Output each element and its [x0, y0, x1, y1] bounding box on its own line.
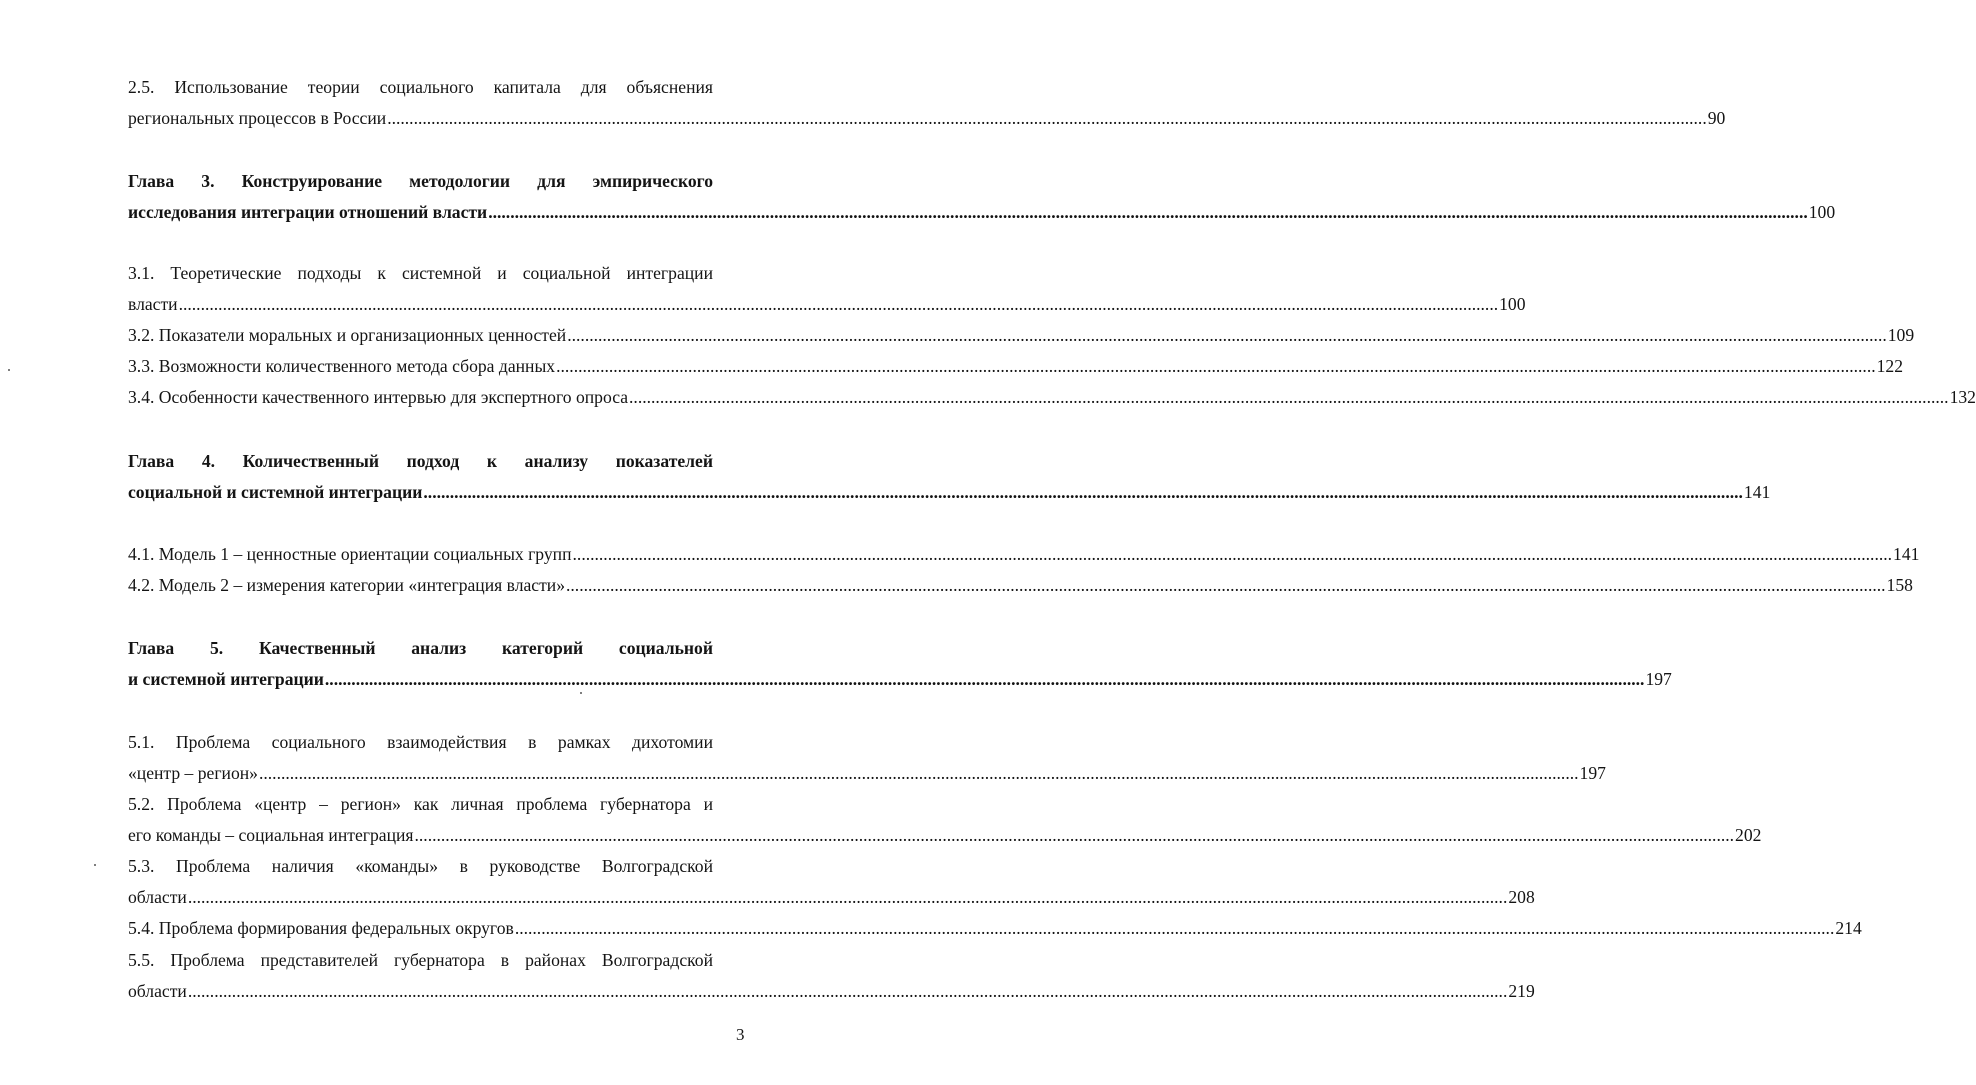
- toc-entry-3-1-line1: 3.1. Теоретические подходы к системной и социальной интеграции: [128, 263, 713, 283]
- toc-entry-3-1-line2: власти: [128, 294, 178, 314]
- toc-entry-4-2: [128, 572, 1913, 598]
- toc-chapter-5: [128, 666, 1672, 692]
- toc-entry-2-5-page: 90: [1707, 108, 1726, 128]
- toc-entry-5-3-page: 208: [1508, 887, 1535, 907]
- toc-entry-5-4-page: 214: [1835, 918, 1862, 938]
- toc-entry-3-3-page: 122: [1876, 356, 1904, 376]
- toc-chapter-3-line1: Глава 3. Конструирование методологии для эмпирического: [128, 171, 713, 191]
- toc-entry-3-2-page: 109: [1887, 325, 1915, 345]
- leader-dots: ............................................................................................................................................................................................................................................................................................................: [572, 544, 1893, 564]
- toc-entry-4-1-title: 4.1. Модель 1 – ценностные ориентации социальных групп: [128, 544, 572, 564]
- toc-entry-5-3: [128, 884, 1535, 910]
- toc-entry-5-4-title: 5.4. Проблема формирования федеральных округов: [128, 918, 514, 938]
- toc-entry-3-1: [128, 291, 1526, 317]
- toc-entry-5-2-line2: его команды – социальная интеграция: [128, 825, 414, 845]
- leader-dots: ............................................................................................................................................................................................................................................................................................................: [258, 763, 1579, 783]
- leader-dots: ............................................................................................................................................................................................................................................................................................................: [514, 918, 1835, 938]
- toc-chapter-4: [128, 479, 1771, 505]
- toc-entry-3-1-page: 100: [1499, 294, 1526, 314]
- toc-entry-4-2-title: 4.2. Модель 2 – измерения категории «интеграция власти»: [128, 575, 565, 595]
- leader-dots: ............................................................................................................................................................................................................................................................................................................: [178, 294, 1499, 314]
- toc-entry-3-4: [128, 384, 1976, 410]
- leader-dots: ............................................................................................................................................................................................................................................................................................................: [387, 108, 1707, 128]
- toc-chapter-3: [128, 199, 1836, 225]
- toc-entry-5-2-line1: 5.2. Проблема «центр – регион» как личная проблема губернатора и: [128, 794, 713, 814]
- leader-dots: ............................................................................................................................................................................................................................................................................................................: [423, 482, 1743, 502]
- leader-dots: ............................................................................................................................................................................................................................................................................................................: [556, 356, 1876, 376]
- toc-entry-5-1: [128, 760, 1606, 786]
- toc-entry-5-3-line2: области: [128, 887, 187, 907]
- leader-dots: ............................................................................................................................................................................................................................................................................................................: [488, 202, 1808, 222]
- toc-entry-5-5: [128, 978, 1535, 1004]
- leader-dots: ............................................................................................................................................................................................................................................................................................................: [187, 887, 1508, 907]
- toc-entry-5-5-page: 219: [1508, 981, 1535, 1001]
- toc-entry-5-2: [128, 822, 1762, 848]
- toc-entry-3-3: [128, 353, 1904, 379]
- toc-chapter-5-line1: Глава 5. Качественный анализ категорий социальной: [128, 638, 713, 658]
- toc-chapter-5-page: 197: [1645, 669, 1672, 689]
- toc-entry-3-4-page: 132: [1949, 387, 1976, 407]
- toc-entry-5-3-line1: 5.3. Проблема наличия «команды» в руководстве Волгоградской: [128, 856, 713, 876]
- toc-chapter-4-line1: Глава 4. Количественный подход к анализу показателей: [128, 451, 713, 471]
- toc-chapter-3-page: 100: [1808, 202, 1836, 222]
- leader-dots: ............................................................................................................................................................................................................................................................................................................: [629, 387, 1949, 407]
- leader-dots: ............................................................................................................................................................................................................................................................................................................: [566, 575, 1886, 595]
- toc-entry-3-2-title: 3.2. Показатели моральных и организационных ценностей: [128, 325, 567, 345]
- toc-chapter-3-line2: исследования интеграции отношений власти: [128, 202, 488, 222]
- leader-dots: ............................................................................................................................................................................................................................................................................................................: [414, 825, 1735, 845]
- toc-entry-5-2-page: 202: [1735, 825, 1762, 845]
- scan-speck: [8, 369, 10, 371]
- scan-speck: [94, 864, 96, 866]
- leader-dots: ............................................................................................................................................................................................................................................................................................................: [324, 669, 1645, 689]
- toc-chapter-4-page: 141: [1743, 482, 1771, 502]
- toc-entry-3-2: [128, 322, 1915, 348]
- toc-entry-3-3-title: 3.3. Возможности количественного метода сбора данных: [128, 356, 556, 376]
- toc-entry-4-2-page: 158: [1886, 575, 1913, 595]
- scan-speck: [580, 692, 582, 694]
- toc-entry-5-1-line1: 5.1. Проблема социального взаимодействия в рамках дихотомии: [128, 732, 713, 752]
- toc-entry-5-5-line1: 5.5. Проблема представителей губернатора в районах Волгоградской: [128, 950, 713, 970]
- toc-chapter-5-line2: и системной интеграции: [128, 669, 324, 689]
- toc-entry-5-4: [128, 915, 1862, 941]
- toc-entry-5-1-line2: «центр – регион»: [128, 763, 258, 783]
- toc-entry-5-5-line2: области: [128, 981, 187, 1001]
- leader-dots: ............................................................................................................................................................................................................................................................................................................: [187, 981, 1508, 1001]
- leader-dots: ............................................................................................................................................................................................................................................................................................................: [567, 325, 1887, 345]
- toc-entry-4-1-page: 141: [1893, 544, 1920, 564]
- toc-entry-2-5-line1: 2.5. Использование теории социального капитала для объяснения: [128, 77, 713, 97]
- toc-entry-4-1: [128, 541, 1920, 567]
- toc-entry-2-5: [128, 105, 1726, 131]
- toc-chapter-4-line2: социальной и системной интеграции: [128, 482, 423, 502]
- toc-entry-3-4-title: 3.4. Особенности качественного интервью для экспертного опроса: [128, 387, 629, 407]
- page-number: 3: [736, 1025, 745, 1044]
- toc-entry-2-5-line2: региональных процессов в России: [128, 108, 387, 128]
- toc-entry-5-1-page: 197: [1579, 763, 1606, 783]
